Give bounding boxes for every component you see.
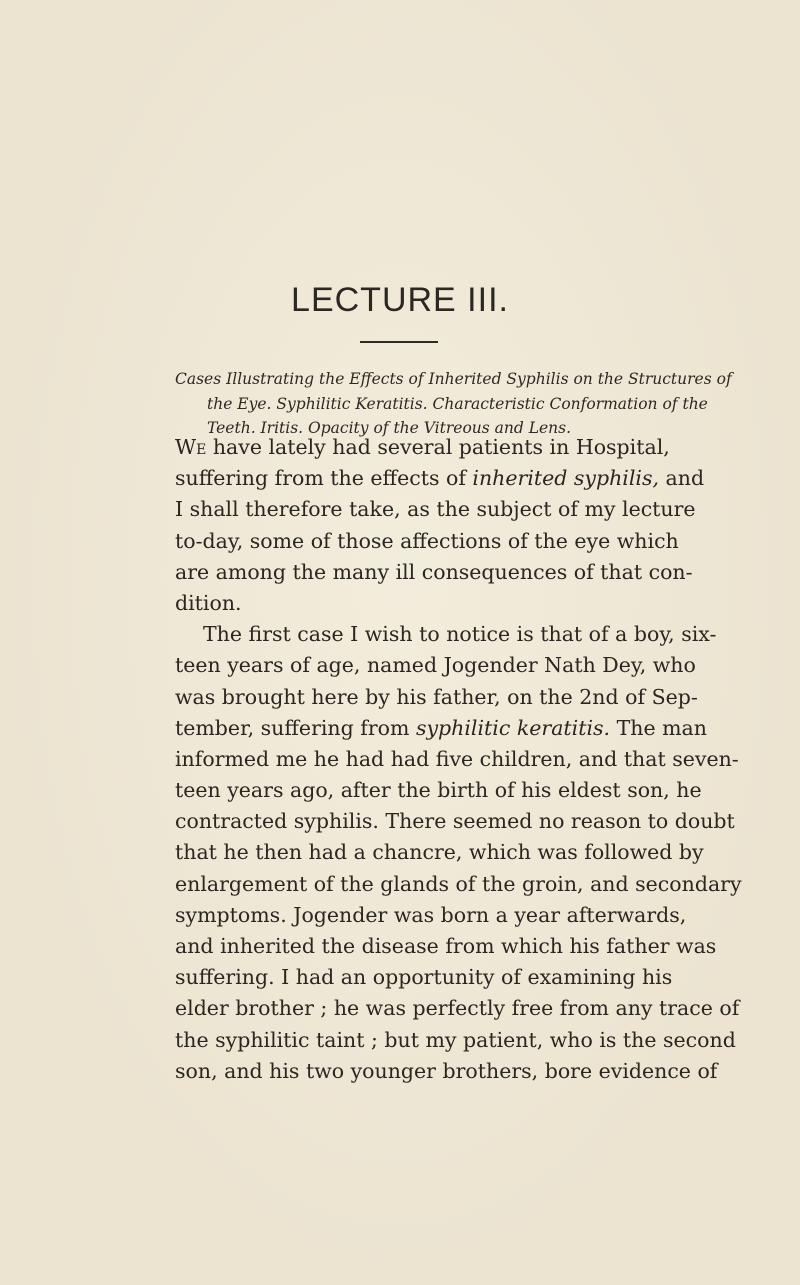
body-line xyxy=(175,432,775,463)
body-text-run: The man xyxy=(610,715,707,740)
body-line: The first case I wish to notice is that of a boy, six- xyxy=(203,622,717,647)
lecture-body xyxy=(175,432,775,1087)
body-line xyxy=(175,463,775,494)
body-line: the syphilitic taint ; but my patient, who is the second xyxy=(175,1027,736,1052)
body-line: that he then had a chancre, which was followed by xyxy=(175,840,704,865)
body-line: I shall therefore take, as the subject of my lecture xyxy=(175,497,696,522)
body-text-run: and xyxy=(659,466,705,491)
lecture-title: LECTURE III. xyxy=(291,281,509,319)
summary-line: Cases Illustrating the Effects of Inherited Syphilis on the Structures of xyxy=(175,370,732,388)
drop-word: We xyxy=(175,435,207,459)
title-divider-rule xyxy=(360,341,438,343)
body-line: elder brother ; he was perfectly free from any trace of xyxy=(175,996,740,1021)
body-line: contracted syphilis. There seemed no reason to doubt xyxy=(175,809,735,834)
italic-term: syphilitic keratitis. xyxy=(415,715,611,740)
body-line: enlargement of the glands of the groin, and secondary xyxy=(175,871,742,896)
body-line: teen years ago, after the birth of his eldest son, he xyxy=(175,778,702,803)
body-line: dition. xyxy=(175,590,242,615)
body-line: to-day, some of those affections of the eye which xyxy=(175,528,679,553)
body-line xyxy=(175,713,775,744)
body-line: son, and his two younger brothers, bore evidence of xyxy=(175,1058,718,1083)
body-line: informed me he had had five children, and that seven- xyxy=(175,746,739,771)
body-line: suffering. I had an opportunity of examining his xyxy=(175,965,673,990)
body-text-run: tember, suffering from xyxy=(175,715,416,740)
summary-line: the Eye. Syphilitic Keratitis. Characteristic Conformation of the xyxy=(207,394,708,413)
summary-line: Teeth. Iritis. Opacity of the Vitreous and Lens. xyxy=(207,419,572,437)
italic-term: inherited syphilis, xyxy=(472,466,660,491)
body-line: was brought here by his father, on the 2nd of Sep- xyxy=(175,684,698,709)
body-line: are among the many ill consequences of that con- xyxy=(175,559,693,584)
body-text-run: have lately had several patients in Hospital, xyxy=(206,435,670,459)
body-line: and inherited the disease from which his father was xyxy=(175,934,717,958)
body-line: symptoms. Jogender was born a year afterwards, xyxy=(175,902,687,927)
chapter-summary xyxy=(175,367,765,441)
body-text-run: suffering from the effects of xyxy=(175,466,473,491)
body-line: teen years of age, named Jogender Nath Dey, who xyxy=(175,653,696,678)
